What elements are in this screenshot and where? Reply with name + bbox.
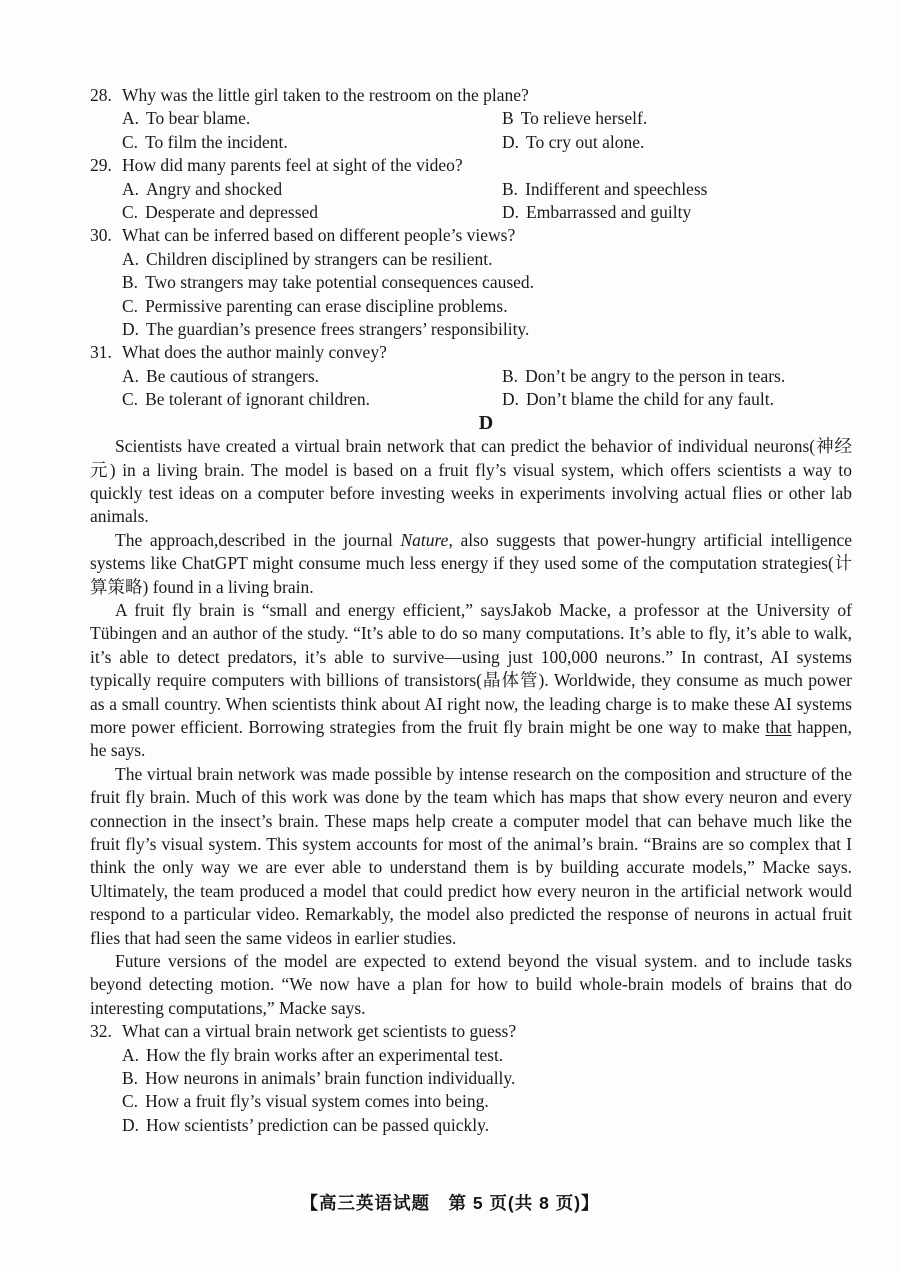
option-31-d [502,388,852,411]
option-text: Don’t blame the child for any fault. [526,389,775,410]
question-text: Why was the little girl taken to the restroom on the plane? [122,85,529,105]
option-text: Desperate and depressed [145,202,319,223]
option-31-b [502,365,852,388]
option-32-a [122,1044,852,1067]
option-text: To relieve herself. [520,108,648,129]
option-text: Be cautious of strangers. [146,365,320,386]
page-content [90,84,852,1137]
question-28 [90,84,852,154]
option-text: Embarrassed and guilty [526,202,692,223]
passage-section-label: D [478,411,494,434]
passage-paragraph-4 [90,763,852,950]
option-text: To cry out alone. [526,131,645,152]
option-label: A. [122,108,140,129]
option-text: How scientists’ prediction can be passed quickly. [146,1114,490,1135]
option-28-b [502,107,852,130]
question-text: What does the author mainly convey? [122,342,387,363]
option-text: How a fruit fly’s visual system comes into being. [145,1091,489,1112]
passage-text-segment: Nature [400,529,449,550]
option-text: Indifferent and speechless [525,178,708,199]
option-30-d [122,318,852,341]
option-32-b [122,1067,852,1090]
passage-text-segment: Scientists have created a virtual brain network that can predict the behavior of individual neurons(神经元) in a living brain. The model is based on a fruit fly’s visual system, which offers scientists a way to quickly test ideas on a computer before investing weeks in experiments involving actual flies or other lab animals. [90,436,852,527]
option-30-a [122,248,852,271]
passage-paragraph-1 [90,435,852,529]
option-29-d [502,201,852,224]
question-31 [90,341,852,411]
option-text: How the fly brain works after an experimental test. [146,1044,504,1065]
option-text: Be tolerant of ignorant children. [145,389,371,410]
option-label: A. [122,248,140,269]
option-label: B. [122,1068,139,1089]
question-29-options [90,178,852,225]
option-label: C. [122,1091,139,1112]
option-label: C. [122,295,139,316]
option-label: A. [122,1044,140,1065]
question-text: How did many parents feel at sight of the video? [122,155,463,176]
option-label: A. [122,178,140,199]
option-label: D. [122,1114,140,1135]
option-label: D. [122,319,140,340]
option-28-d [502,131,852,154]
question-30-options [90,248,852,342]
question-text: What can be inferred based on different people’s views? [122,225,516,246]
option-label: B [502,108,514,129]
option-text: To bear blame. [146,108,251,129]
option-label: C. [122,131,139,152]
option-label: B. [502,178,519,199]
question-number: 32. [90,1021,112,1042]
option-28-a [122,107,502,130]
option-text: Children disciplined by strangers can be resilient. [146,248,493,269]
option-32-c [122,1090,852,1113]
question-28-options [90,107,852,154]
option-text: To film the incident. [145,131,288,152]
passage-text-segment: A fruit fly brain is “small and energy efficient,” saysJakob Macke, a professor at the University of Tübingen and an author of the study. “It’s able to do so many computations. It’s able to fly, it’s able to walk, it’s able to detect predators, it’s able to survive—using just 100,000 neurons.” In contrast, AI systems typically require computers with billions of transistors(晶体管). Worldwide, they consume as much power as a small country. When scientists think about AI right now, the leading charge is to make these AI systems more power efficient. Borrowing strategies from the fruit fly brain might be one way to make [90,599,852,737]
question-30 [90,224,852,341]
option-29-c [122,201,502,224]
passage-text-segment: Future versions of the model are expected to extend beyond the visual system. and to include tasks beyond detecting motion. “We now have a plan for how to build whole-brain models of brains that do interesting computations,” Macke says. [90,951,852,1018]
option-30-b [122,271,852,294]
option-label: D. [502,131,520,152]
option-text: Don’t be angry to the person in tears. [525,365,786,386]
option-label: A. [122,365,140,386]
passage-paragraph-2 [90,529,852,599]
passage-text-segment: that [765,716,792,737]
passage-text-segment: happen, he says. [90,716,852,761]
option-31-c [122,388,502,411]
option-text: Two strangers may take potential consequences caused. [145,272,535,293]
question-text: What can a virtual brain network get scientists to guess? [122,1021,517,1042]
option-label: C. [122,389,139,410]
question-number: 29. [90,155,112,176]
question-32 [90,1020,852,1137]
option-label: B. [502,365,519,386]
option-31-a [122,365,502,388]
option-label: B. [122,272,139,293]
passage-text-segment: , also suggests that power-hungry artificial intelligence systems like ChatGPT might consume much less energy if they used some of the computation strategies(计算策略) found in a living brain. [90,529,852,597]
question-31-options [90,365,852,412]
option-28-c [122,131,502,154]
passage-text-segment: The virtual brain network was made possible by intense research on the composition and structure of the fruit fly brain. Much of this work was done by the team which has maps that show every neuron and every connection in the insect’s brain. These maps help create a computer model that can behave much like the fruit fly’s visual system. This system accounts for most of the animal’s brain. “Brains are so complex that I think the only way we are ever able to understand them is by building accurate models,” Macke says. Ultimately, the team produced a model that could predict how every neuron in the artificial network would respond to a particular video. Remarkably, the model also predicted the response of neurons in actual fruit flies that had seen the same videos in earlier studies. [90,763,852,948]
option-text: The guardian’s presence frees strangers’ responsibility. [146,319,530,340]
option-text: Angry and shocked [146,178,283,199]
passage-paragraph-5 [90,950,852,1020]
question-29 [90,154,852,224]
question-number: 28. [90,85,112,105]
option-32-d [122,1114,852,1137]
question-number: 30. [90,225,112,246]
passage-paragraph-3 [90,599,852,763]
option-text: Permissive parenting can erase discipline problems. [145,295,508,316]
option-text: How neurons in animals’ brain function individually. [145,1068,516,1089]
option-label: D. [502,389,520,410]
option-29-a [122,178,502,201]
passage-text-segment: The approach,described in the journal [115,529,401,550]
option-label: C. [122,202,139,223]
question-number: 31. [90,342,112,363]
question-32-options [90,1044,852,1138]
option-30-c [122,295,852,318]
option-29-b [502,178,852,201]
page-footer: 【高三英语试题 第 5 页(共 8 页)】 [300,1193,600,1213]
option-label: D. [502,202,520,223]
